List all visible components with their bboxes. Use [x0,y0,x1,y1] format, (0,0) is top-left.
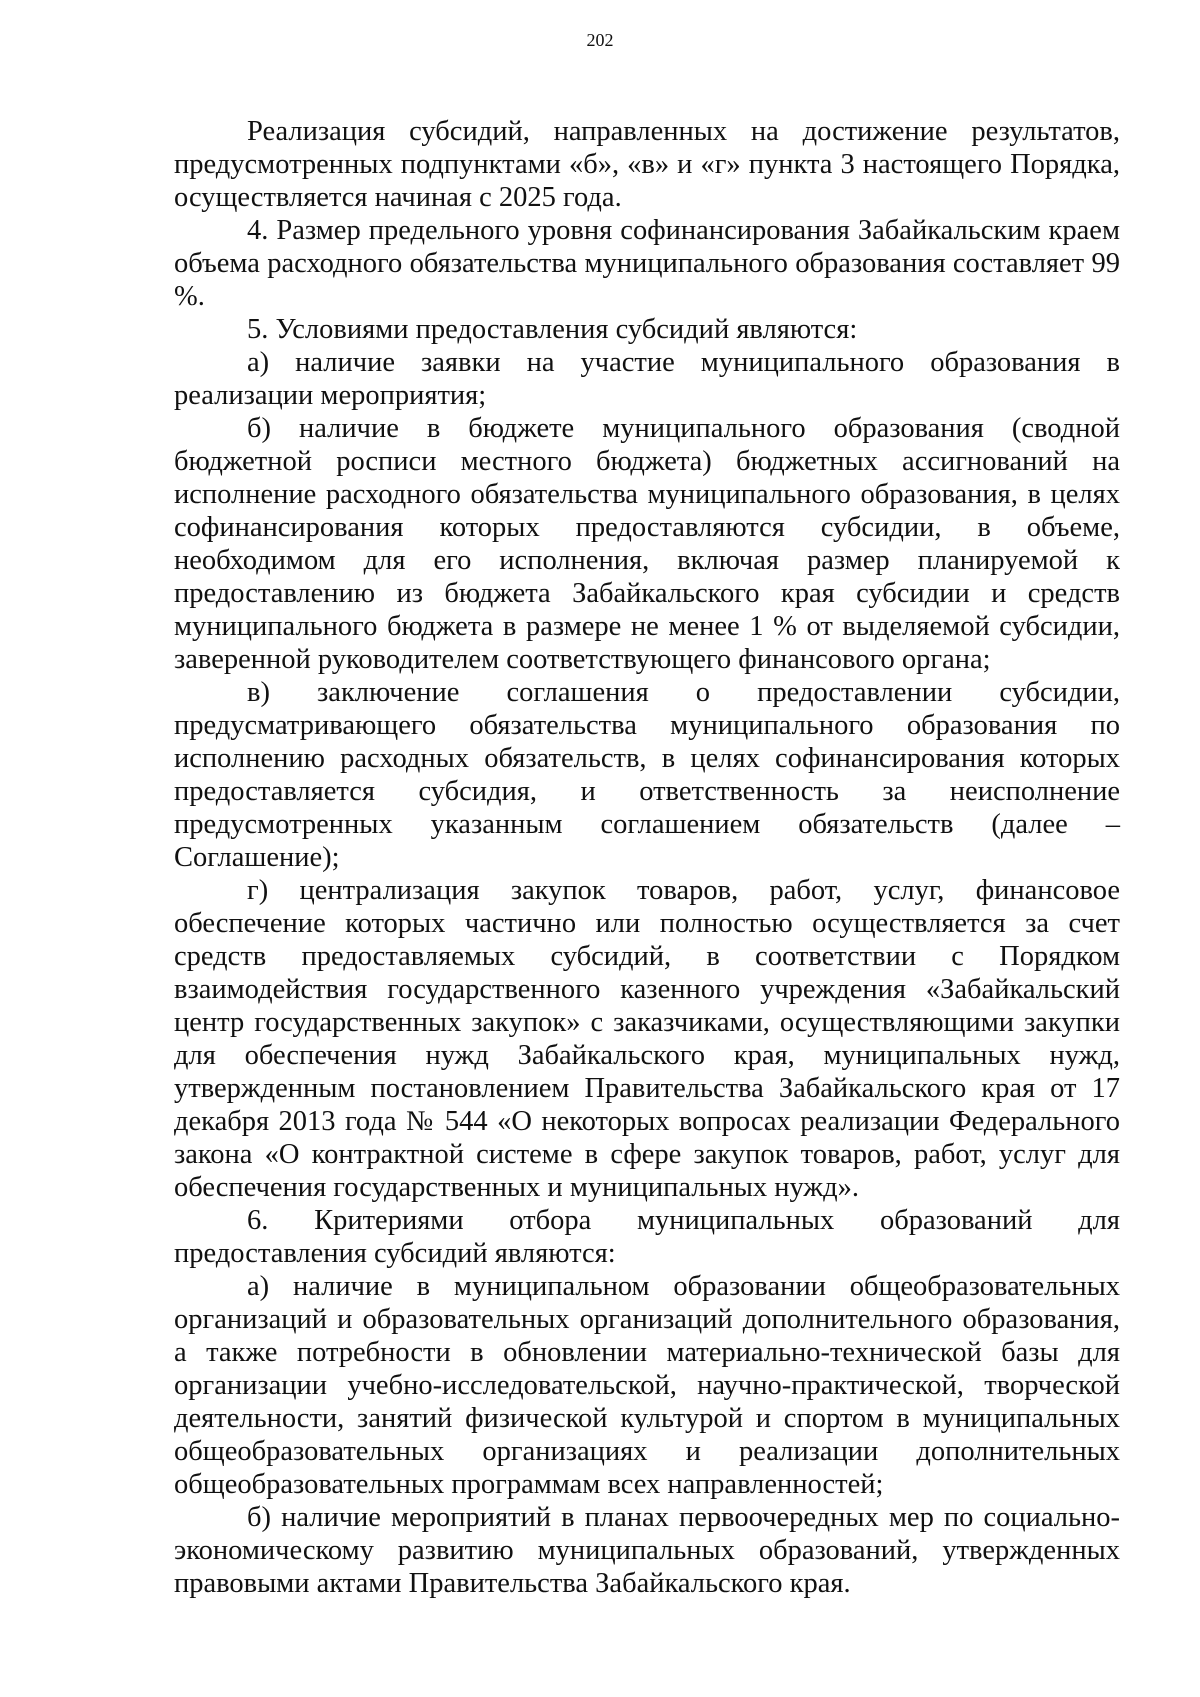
paragraph-5a-application: а) наличие заявки на участие муниципального образования в реализации мероприятия; [174,347,1120,411]
paragraph-implementation-start: Реализация субсидий, направленных на достижение результатов, предусмотренных подпунктами «б», «в» и «г» пункта 3 настоящего Порядка, осуществляется начиная с 2025 года. [174,116,1120,213]
paragraph-6b-priority-measures: б) наличие мероприятий в планах первоочередных мер по социально-экономическому развитию муниципальных образований, утвержденных правовыми актами Правительства Забайкальского края. [174,1502,1120,1599]
paragraph-5v-agreement: в) заключение соглашения о предоставлении субсидии, предусматривающего обязательства муниципального образования по исполнению расходных обязательств, в целях софинансирования которых предоставляется субсидия, и ответственность за неисполнение предусмотренных указанным соглашением обязательств (далее – Соглашение); [174,677,1120,873]
paragraph-4-cofinancing-level: 4. Размер предельного уровня софинансирования Забайкальским краем объема расходного обязательства муниципального образования составляет 99 %. [174,215,1120,312]
paragraph-6a-educational-organizations: а) наличие в муниципальном образовании общеобразовательных организаций и образовательных организаций дополнительного образования, а также потребности в обновлении материально-технической базы для организации учебно-исследовательской, научно-практической, творческой деятельности, занятий физической культурой и спортом в муниципальных общеобразовательных организациях и реализации дополнительных общеобразовательных программам всех направленностей; [174,1271,1120,1500]
paragraph-6-selection-criteria-heading: 6. Критериями отбора муниципальных образований для предоставления субсидий являются: [174,1205,1120,1269]
document-body [174,115,1120,1600]
paragraph-5g-centralized-procurement: г) централизация закупок товаров, работ, услуг, финансовое обеспечение которых частично или полностью осуществляется за счет средств предоставляемых субсидий, в соответствии с Порядком взаимодействия государственного казенного учреждения «Забайкальский центр государственных закупок» с заказчиками, осуществляющими закупки для обеспечения нужд Забайкальского края, муниципальных нужд, утвержденным постановлением Правительства Забайкальского края от 17 декабря 2013 года № 544 «О некоторых вопросах реализации Федерального закона «О контрактной системе в сфере закупок товаров, работ, услуг для обеспечения государственных и муниципальных нужд». [174,875,1120,1203]
paragraph-5-conditions-heading: 5. Условиями предоставления субсидий являются: [247,314,858,345]
paragraph-5b-budget-allocations: б) наличие в бюджете муниципального образования (сводной бюджетной росписи местного бюджета) бюджетных ассигнований на исполнение расходного обязательства муниципального образования, в целях софинансирования которых предоставляются субсидии, в объеме, необходимом для его исполнения, включая размер планируемой к предоставлению из бюджета Забайкальского края субсидии и средств муниципального бюджета в размере не менее 1 % от выделяемой субсидии, заверенной руководителем соответствующего финансового органа; [174,413,1120,675]
page-number: 202 [586,30,614,50]
